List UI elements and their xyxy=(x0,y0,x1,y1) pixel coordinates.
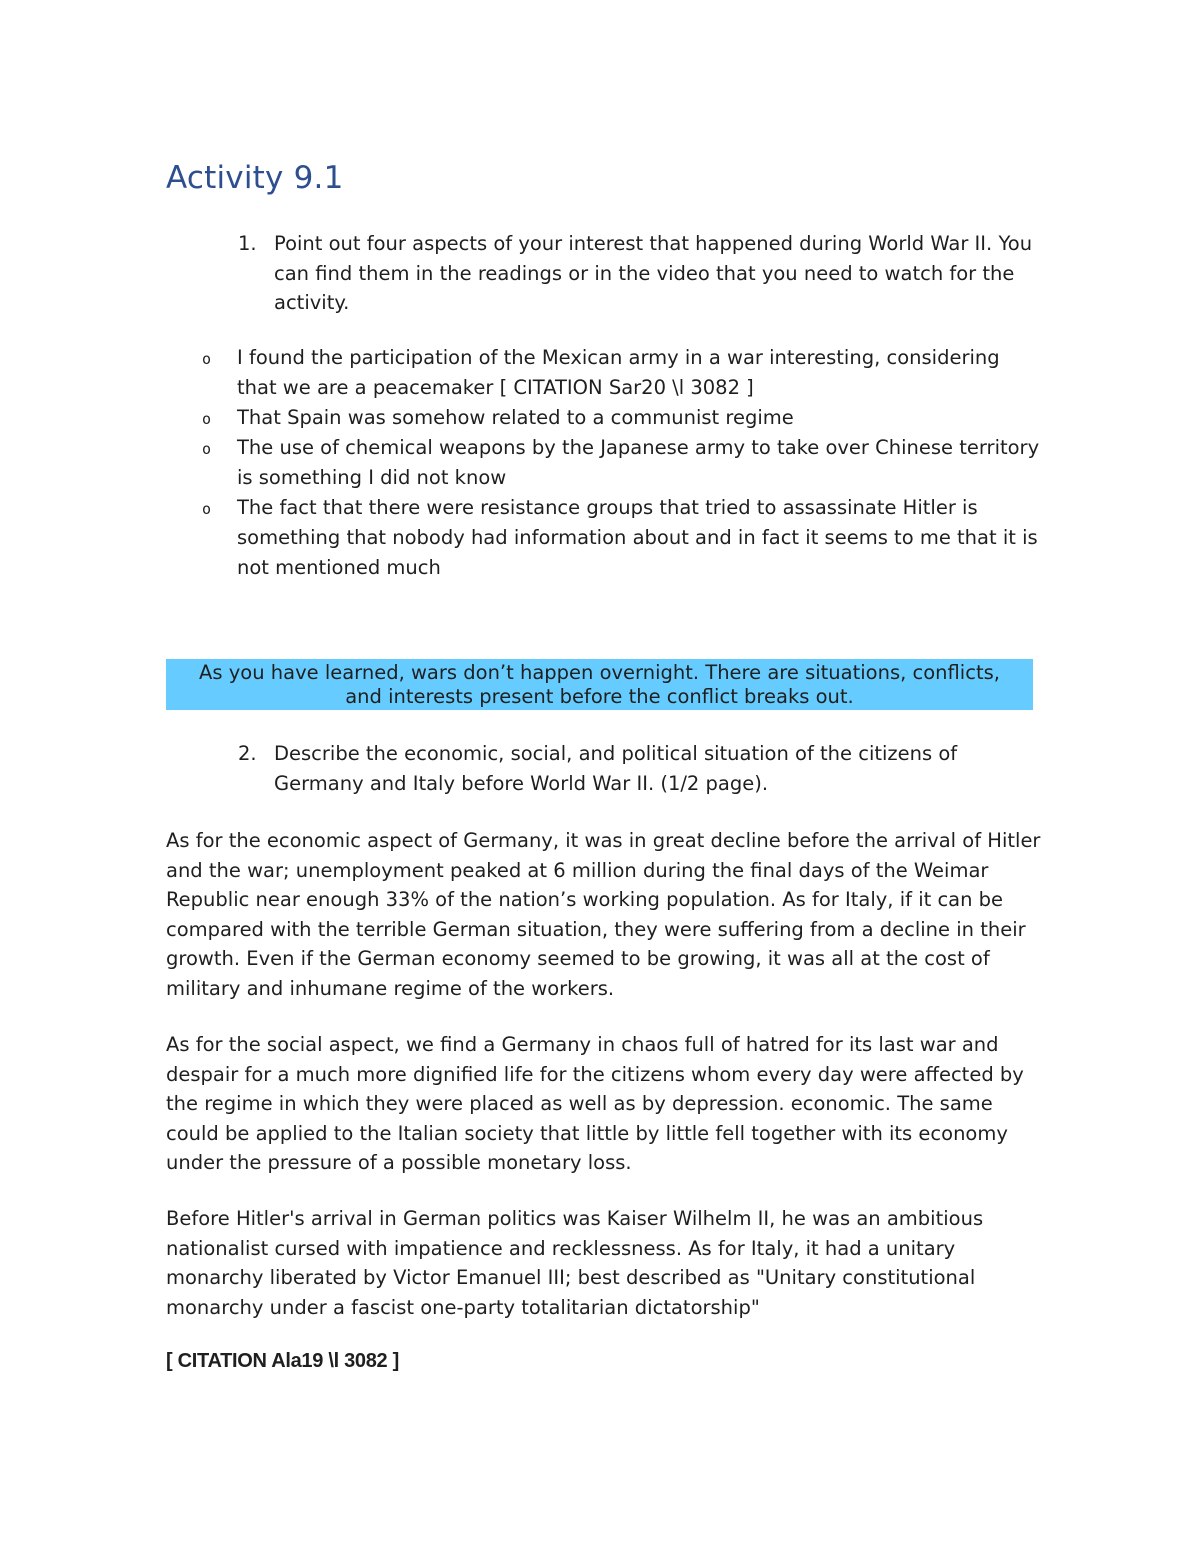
highlight-line-2: and interests present before the conflict breaks out. xyxy=(345,685,854,708)
highlight-box xyxy=(166,659,1033,710)
list-item-text: That Spain was somehow related to a communist regime xyxy=(237,406,794,429)
question-number: 2. xyxy=(238,742,257,765)
bullet-icon: o xyxy=(202,350,212,368)
body-paragraph-social: As for the social aspect, we find a Germany in chaos full of hatred for its last war and despair for a much more dignified life for the citizens whom every day were affected by the regime in which they were placed as well as by depression. economic. The same could be applied to the Italian society that little by little fell together with its economy under the pressure of a possible monetary loss. xyxy=(166,1033,1024,1175)
question-2 xyxy=(238,739,1038,798)
page-title: Activity 9.1 xyxy=(166,160,344,196)
list-item xyxy=(200,403,1040,433)
citation: [ CITATION Ala19 \l 3082 ] xyxy=(166,1350,400,1372)
list-item-text: The use of chemical weapons by the Japanese army to take over Chinese territory is something I did not know xyxy=(237,436,1040,489)
bullet-icon: o xyxy=(202,500,212,518)
question-1 xyxy=(238,229,1038,318)
highlight-line-1: As you have learned, wars don’t happen overnight. There are situations, conflicts, xyxy=(199,661,1000,684)
answer-list xyxy=(200,343,1040,583)
list-item-text: The fact that there were resistance groups that tried to assassinate Hitler is something that nobody had information about and in fact it seems to me that it is not mentioned much xyxy=(237,496,1038,579)
body-paragraph-political: Before Hitler's arrival in German politics was Kaiser Wilhelm II, he was an ambitious nationalist cursed with impatience and recklessness. As for Italy, it had a unitary monarchy liberated by Victor Emanuel III; best described as "Unitary constitutional monarchy under a fascist one-party totalitarian dictatorship" xyxy=(166,1207,984,1319)
body-paragraph-economic: As for the economic aspect of Germany, it was in great decline before the arrival of Hitler and the war; unemployment peaked at 6 million during the final days of the Weimar Republic near enough 33% of the nation’s working population. As for Italy, if it can be compared with the terrible German situation, they were suffering from a decline in their growth. Even if the German economy seemed to be growing, it was all at the cost of military and inhumane regime of the workers. xyxy=(166,829,1041,1000)
question-text: Describe the economic, social, and political situation of the citizens of Germany and Italy before World War II. (1/2 page). xyxy=(274,742,958,795)
list-item xyxy=(200,433,1040,493)
list-item xyxy=(200,493,1040,583)
bullet-icon: o xyxy=(202,440,212,458)
list-item xyxy=(200,343,1040,403)
list-item-text: I found the participation of the Mexican army in a war interesting, considering that we are a peacemaker [ CITATION Sar20 \l 3082 ] xyxy=(237,346,1000,399)
question-number: 1. xyxy=(238,232,257,255)
question-text: Point out four aspects of your interest that happened during World War II. You can find them in the readings or in the video that you need to watch for the activity. xyxy=(274,232,1033,314)
bullet-icon: o xyxy=(202,410,212,428)
